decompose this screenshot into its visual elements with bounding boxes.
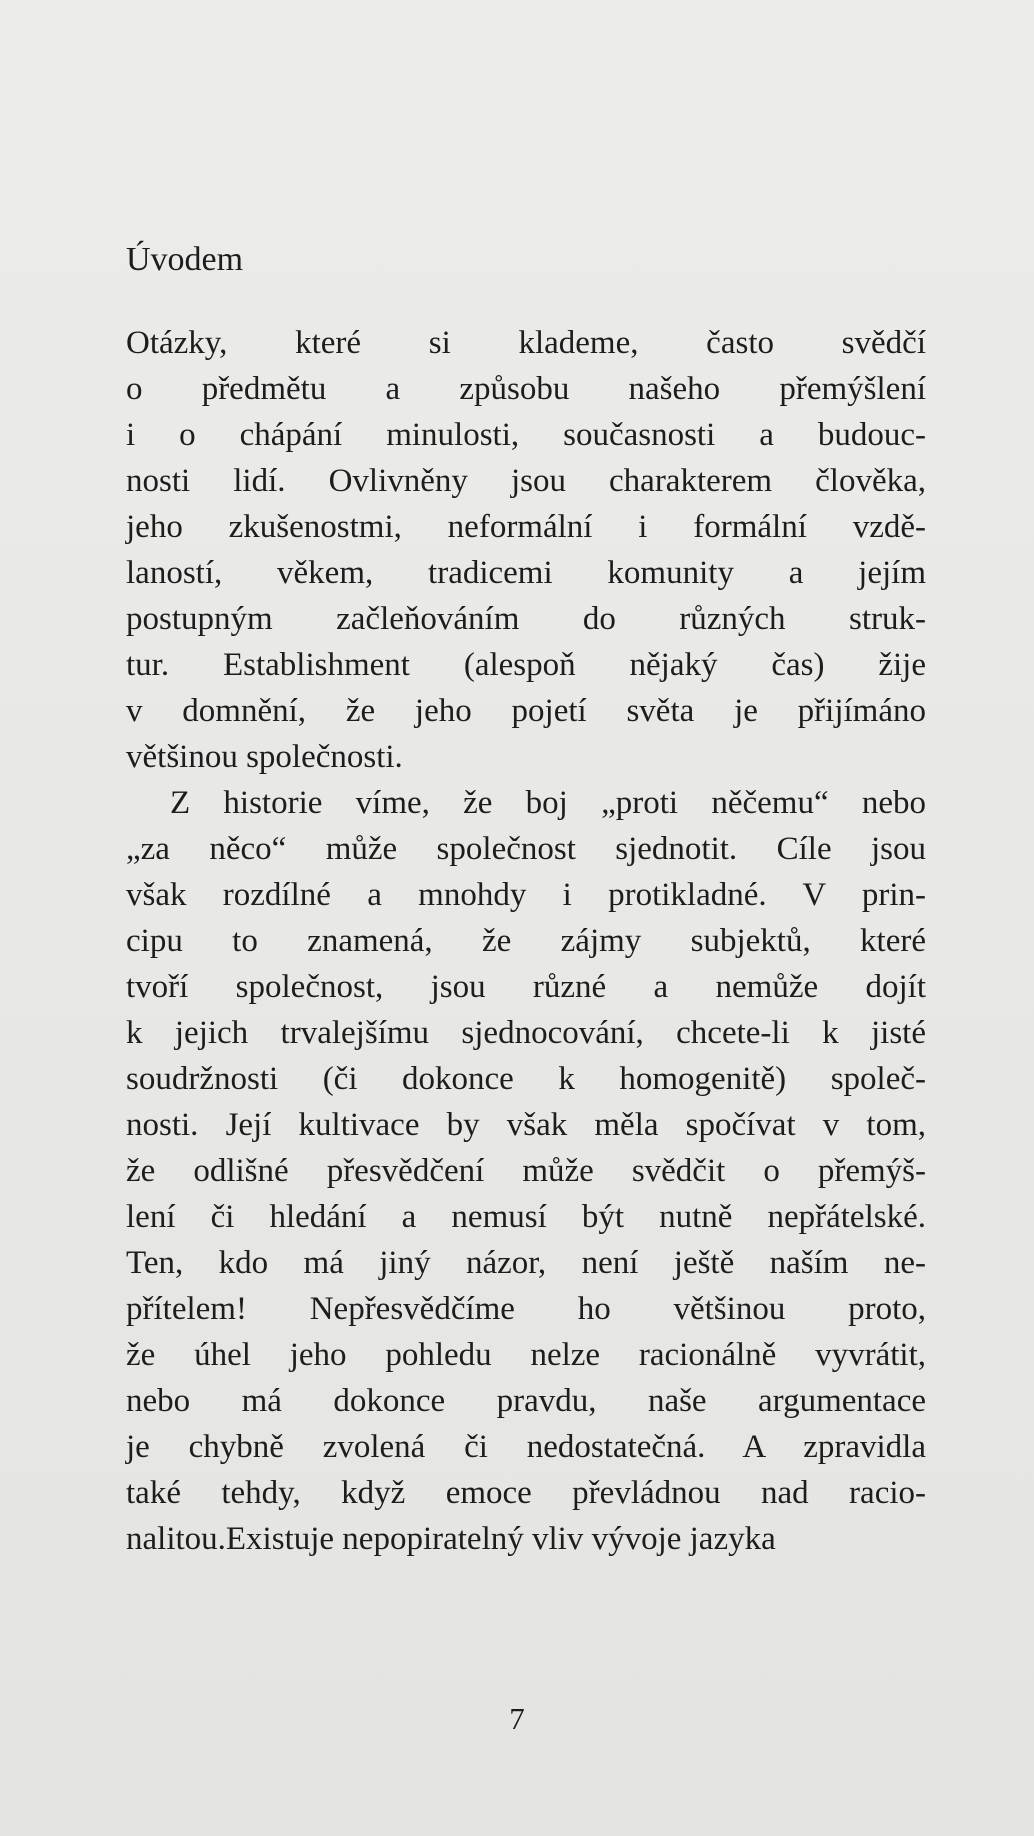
text-line: i o chápání minulosti, současnosti a budouc- (126, 417, 926, 453)
text-line: že odlišné přesvědčení může svědčit o přemýš- (126, 1153, 926, 1189)
chapter-heading: Úvodem (126, 241, 244, 278)
text-line: laností, věkem, tradicemi komunity a jejím (126, 555, 926, 591)
text-line: přítelem! Nepřesvědčíme ho většinou proto, (126, 1291, 926, 1327)
text-line: Otázky, které si klademe, často svědčí (126, 325, 926, 361)
paragraph-1 (126, 320, 926, 780)
text-line: také tehdy, když emoce převládnou nad racio- (126, 1475, 926, 1511)
text-line: však rozdílné a mnohdy i protikladné. V prin- (126, 877, 926, 913)
text-line: nosti. Její kultivace by však měla spočívat v tom, (126, 1107, 926, 1143)
text-line: je chybně zvolená či nedostatečná. A zpravidla (126, 1429, 926, 1465)
text-line: tur. Establishment (alespoň nějaký čas) žije (126, 647, 926, 683)
text-line: jeho zkušenostmi, neformální i formální vzdě- (126, 509, 926, 545)
text-line: tvoří společnost, jsou různé a nemůže dojít (126, 969, 926, 1005)
text-line: o předmětu a způsobu našeho přemýšlení (126, 371, 926, 407)
text-line: cipu to znamená, že zájmy subjektů, které (126, 923, 926, 959)
text-line: lení či hledání a nemusí být nutně nepřátelské. (126, 1199, 926, 1235)
paragraph-2 (126, 780, 926, 1562)
text-line: Ten, kdo má jiný názor, není ještě naším ne- (126, 1245, 926, 1281)
text-line: nalitou.Existuje nepopiratelný vliv vývoje jazyka (126, 1521, 776, 1557)
text-line: nebo má dokonce pravdu, naše argumentace (126, 1383, 926, 1419)
text-line: většinou společnosti. (126, 739, 403, 775)
text-line: Z historie víme, že boj „proti něčemu“ nebo (170, 785, 926, 821)
text-line: že úhel jeho pohledu nelze racionálně vyvrátit, (126, 1337, 926, 1373)
text-line: „za něco“ může společnost sjednotit. Cíle jsou (126, 831, 926, 867)
text-line: k jejich trvalejšímu sjednocování, chcete-li k jisté (126, 1015, 926, 1051)
body-text (126, 320, 926, 1562)
text-line: soudržnosti (či dokonce k homogenitě) společ- (126, 1061, 926, 1097)
page-number: 7 (509, 1701, 525, 1736)
text-line: postupným začleňováním do různých struk- (126, 601, 926, 637)
text-line: nosti lidí. Ovlivněny jsou charakterem člověka, (126, 463, 926, 499)
text-line: v domnění, že jeho pojetí světa je přijímáno (126, 693, 926, 729)
